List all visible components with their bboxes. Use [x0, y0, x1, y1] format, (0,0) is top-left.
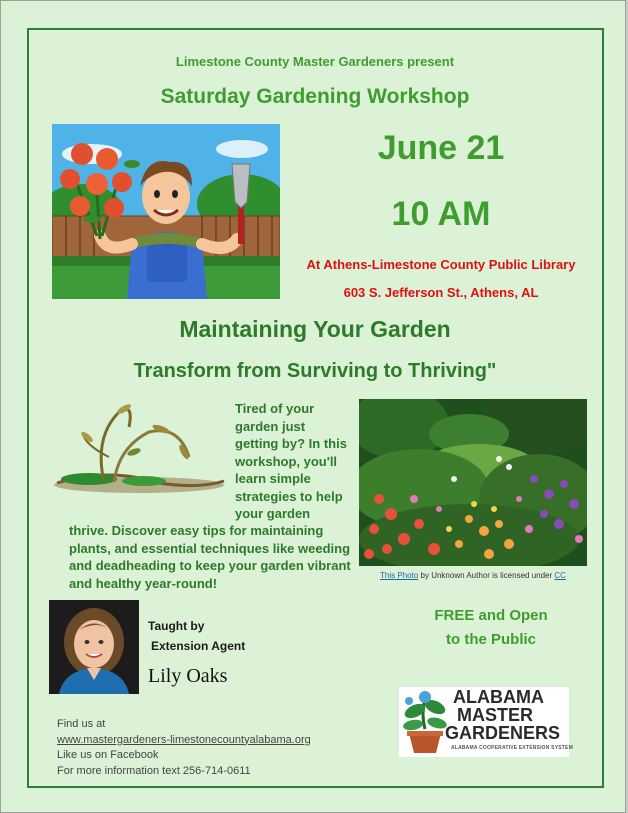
topic-subtitle: Transform from Surviving to Thriving"	[133, 360, 497, 382]
photo-license-link[interactable]: CC	[554, 571, 566, 580]
description-line: Tired of your	[235, 401, 315, 416]
event-address: 603 S. Jefferson St., Athens, AL	[343, 285, 539, 300]
gardener-cartoon-image	[52, 124, 280, 299]
instructor-photo	[49, 600, 139, 694]
logo-line-2: MASTER	[457, 705, 533, 725]
potted-plant-icon	[401, 689, 449, 755]
instructor-name: Lily Oaks	[148, 665, 228, 687]
facebook-note: Like us on Facebook	[57, 749, 159, 761]
topic-title: Maintaining Your Garden	[179, 316, 451, 342]
find-us-label: Find us at	[57, 718, 106, 730]
wilted-plant-image	[49, 397, 231, 497]
alabama-master-gardeners-logo	[399, 687, 573, 757]
instructor-role: Extension Agent	[151, 639, 246, 653]
event-venue: At Athens-Limestone County Public Library	[306, 257, 576, 272]
photo-credit-text: by Unknown Author is licensed under	[420, 571, 553, 580]
admission-line: to the Public	[446, 631, 536, 648]
flower-garden-photo	[359, 399, 587, 566]
instructor-info	[148, 616, 245, 656]
admission-line: FREE and Open	[434, 607, 548, 624]
description-line: learn simple	[235, 471, 311, 486]
description-line: garden just	[235, 418, 306, 434]
description-line: your garden	[235, 506, 311, 521]
photo-credit	[359, 571, 587, 580]
description-intro	[235, 400, 357, 523]
admission-note	[406, 604, 576, 652]
logo-line-1: ALABAMA	[453, 687, 544, 707]
description-line: getting by? In this	[235, 436, 347, 451]
contact-info	[57, 717, 311, 779]
logo-line-3: GARDENERS	[445, 723, 561, 743]
website-link[interactable]: www.mastergardeners-limestonecountyalabama.org	[57, 733, 311, 746]
photo-credit-link[interactable]: This Photo	[380, 571, 419, 580]
taught-by-label: Taught by	[148, 619, 205, 633]
presenter-line: Limestone County Master Gardeners present	[175, 54, 455, 69]
description-body: thrive. Discover easy tips for maintaining plants, and essential techniques like weeding and deadheading to keep your garden vibrant and healthy year-round!	[69, 523, 351, 591]
event-time: 10 AM	[391, 195, 491, 233]
description-line: strategies to help	[235, 488, 343, 504]
text-contact: For more information text 256-714-0611	[57, 764, 251, 777]
workshop-title: Saturday Gardening Workshop	[160, 85, 470, 108]
description-line: workshop, you'll	[235, 453, 338, 469]
logo-tagline: ALABAMA COOPERATIVE EXTENSION SYSTEM	[451, 745, 573, 751]
event-date: June 21	[377, 129, 505, 167]
